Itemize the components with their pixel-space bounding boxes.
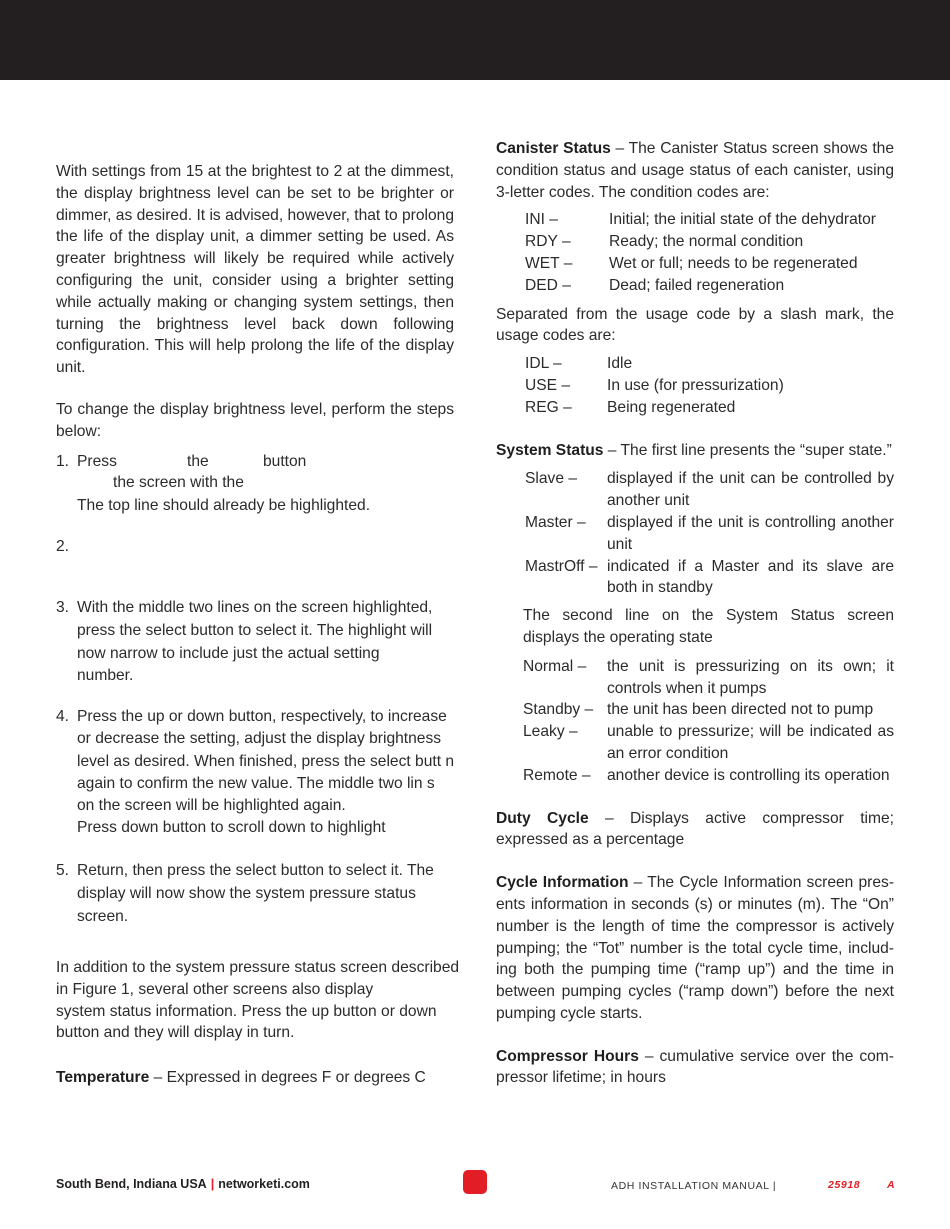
term-description: – cumulative service over the com-pressor lifetime; in hours bbox=[496, 1047, 894, 1087]
step-line: now narrow to include just the actual setting bbox=[77, 644, 380, 662]
code-key: WET – bbox=[525, 254, 573, 272]
code-value: In use (for pressurization) bbox=[607, 376, 784, 394]
code-key: Slave – bbox=[525, 470, 578, 488]
usage-intro: Separated from the usage code by a slash mark, the usage codes are: bbox=[496, 305, 894, 345]
code-row bbox=[525, 512, 894, 556]
duty-cycle-item bbox=[496, 808, 894, 852]
step-text: button bbox=[263, 453, 307, 470]
second-line-intro: The second line on the System Status screen displays the operating state bbox=[523, 607, 894, 646]
footer-company bbox=[56, 1174, 310, 1196]
code-value: Initial; the initial state of the dehydrator bbox=[609, 211, 876, 229]
code-row bbox=[525, 375, 894, 397]
paragraph-line: button and they will display in turn. bbox=[56, 1024, 295, 1042]
temperature-item bbox=[56, 1067, 454, 1089]
step-text: The top line should already be highlighted. bbox=[77, 497, 371, 514]
code-key: IDL – bbox=[525, 355, 562, 373]
term-label: Canister Status bbox=[496, 140, 611, 157]
paragraph-line: in Figure 1, several other screens also display bbox=[56, 980, 374, 998]
left-column bbox=[56, 161, 460, 1086]
step-line: press the select button to select it. The highlight will bbox=[77, 621, 433, 639]
step-line: Press down button to scroll down to highlight bbox=[77, 819, 386, 837]
step-line: screen. bbox=[77, 907, 129, 925]
code-key: Master – bbox=[525, 513, 586, 531]
cycle-information-item bbox=[496, 872, 894, 1025]
step-number: 4. bbox=[56, 708, 70, 725]
step-line: With the middle two lines on the screen highlighted, bbox=[77, 599, 433, 616]
header-bar bbox=[0, 0, 950, 80]
code-row bbox=[525, 231, 894, 253]
code-row bbox=[525, 353, 894, 375]
step-text: the screen with the bbox=[113, 474, 244, 491]
code-row bbox=[525, 397, 894, 419]
term-label: Cycle Information bbox=[496, 874, 629, 892]
super-states bbox=[525, 468, 894, 599]
other-screens-paragraph bbox=[56, 957, 466, 1044]
footer-revision: A bbox=[887, 1179, 895, 1191]
code-value: indicated if a Master and its slave are both in standby bbox=[607, 557, 894, 597]
step-body bbox=[77, 597, 467, 687]
code-value: Idle bbox=[607, 355, 633, 373]
operating-states bbox=[523, 656, 894, 787]
code-key: RDY – bbox=[525, 233, 571, 251]
code-key: USE – bbox=[525, 376, 571, 394]
term-description: – Displays active compressor time; expressed as a percentage bbox=[496, 809, 894, 849]
step-body bbox=[77, 860, 467, 927]
code-row bbox=[523, 656, 894, 700]
code-value: another device is controlling its operation bbox=[607, 766, 890, 784]
step-number: 5. bbox=[56, 862, 70, 879]
code-row bbox=[523, 721, 894, 765]
step-body bbox=[77, 706, 467, 839]
term-description: – The Cycle Information screen pres-ents information in seconds (s) or minutes (m). The “On” number is the length of time the compressor is actively pumping; the “Tot” number is the total cycle time, includ-ing both the pumping time (“ramp up”) and the time in between pumping cycles (“ramp down”) before the next pumping cycle starts. bbox=[496, 874, 895, 1022]
step-line: Return, then press the select button to select it. The bbox=[77, 862, 434, 879]
right-column bbox=[496, 138, 894, 1089]
code-value: Ready; the normal condition bbox=[609, 233, 804, 251]
step-line: again to confirm the new value. The middle two lin s bbox=[77, 774, 435, 792]
step-1 bbox=[56, 451, 476, 521]
footer-manual-title: ADH INSTALLATION MANUAL | bbox=[611, 1180, 777, 1192]
code-row bbox=[523, 699, 894, 721]
code-key: Normal – bbox=[523, 657, 587, 675]
step-line: number. bbox=[77, 667, 134, 685]
page-marker-icon bbox=[463, 1170, 487, 1194]
term-description: – The first line presents the “super state.” bbox=[603, 441, 892, 459]
code-row bbox=[525, 468, 894, 512]
code-row bbox=[525, 275, 894, 297]
system-status-item bbox=[496, 440, 894, 462]
code-key: REG – bbox=[525, 398, 572, 416]
code-row bbox=[525, 253, 894, 275]
step-line: display will now show the system pressure status bbox=[77, 884, 416, 902]
steps-intro: To change the display brightness level, perform the steps below: bbox=[56, 401, 454, 440]
step-line: Press the up or down button, respectively, to increase bbox=[77, 708, 447, 725]
code-value: the unit is pressurizing on its own; it controls when it pumps bbox=[607, 657, 894, 697]
code-value: Wet or full; needs to be regenerated bbox=[609, 254, 858, 272]
brightness-intro: With settings from 15 at the brightest to 2 at the dimmest, the display brightness level can be set to be brighter or dimmer, as desired. It is advised, however, that to prolong the life of the display unit, a dimmer setting be used. As greater brightness will likely be required while actively configuring the unit, consider using a brighter setting while actually making or changing system settings, then turning the brightness level back down following configuration. This will help prolong the life of the display unit. bbox=[56, 163, 454, 377]
code-key: DED – bbox=[525, 276, 571, 294]
code-row bbox=[525, 556, 894, 600]
code-row bbox=[525, 209, 894, 231]
term-description: – The Canister Status screen shows the condition status and usage status of each canister, using 3-letter codes. The condition codes are: bbox=[496, 140, 895, 201]
term-description: – Expressed in degrees F or degrees C bbox=[149, 1069, 426, 1086]
step-line: or decrease the setting, adjust the display brightness bbox=[77, 730, 442, 748]
canister-status-item bbox=[496, 138, 894, 203]
code-value: the unit has been directed not to pump bbox=[607, 701, 874, 719]
paragraph-line: system status information. Press the up button or down bbox=[56, 1002, 437, 1020]
code-key: Leaky – bbox=[523, 723, 578, 741]
step-text: the bbox=[187, 453, 209, 470]
term-label: Temperature bbox=[56, 1069, 150, 1086]
footer-location: South Bend, Indiana USA bbox=[56, 1177, 207, 1191]
usage-codes bbox=[525, 353, 894, 418]
footer-separator: | bbox=[210, 1177, 215, 1191]
term-label: System Status bbox=[496, 441, 604, 459]
code-value: Being regenerated bbox=[607, 398, 736, 416]
compressor-hours-item bbox=[496, 1046, 894, 1090]
paragraph-line: In addition to the system pressure status screen described bbox=[56, 959, 460, 976]
step-4 bbox=[56, 706, 476, 842]
code-key: Remote – bbox=[523, 766, 591, 784]
step-number: 3. bbox=[56, 599, 70, 616]
code-value: displayed if the unit is controlling another unit bbox=[607, 513, 894, 553]
footer-doc-number: 25918 bbox=[828, 1179, 861, 1191]
code-key: INI – bbox=[525, 211, 558, 229]
condition-codes bbox=[525, 209, 894, 296]
code-key: MastrOff – bbox=[525, 557, 598, 575]
step-number: 1. bbox=[56, 453, 70, 470]
step-line: level as desired. When finished, press the select butt n bbox=[77, 752, 455, 770]
step-3 bbox=[56, 597, 476, 689]
code-value: Dead; failed regeneration bbox=[609, 276, 785, 294]
footer-website-link[interactable]: networketi.com bbox=[218, 1177, 310, 1191]
step-line: on the screen will be highlighted again. bbox=[77, 797, 346, 815]
step-number: 2. bbox=[56, 538, 70, 555]
code-value: unable to pressurize; will be indicated as an error condition bbox=[607, 723, 894, 762]
term-label: Duty Cycle bbox=[496, 809, 589, 827]
code-value: displayed if the unit can be controlled by another unit bbox=[607, 470, 894, 510]
code-row bbox=[523, 765, 894, 787]
term-label: Compressor Hours bbox=[496, 1047, 639, 1065]
step-5 bbox=[56, 860, 476, 930]
step-text: Press bbox=[77, 453, 117, 470]
code-key: Standby – bbox=[523, 701, 594, 719]
